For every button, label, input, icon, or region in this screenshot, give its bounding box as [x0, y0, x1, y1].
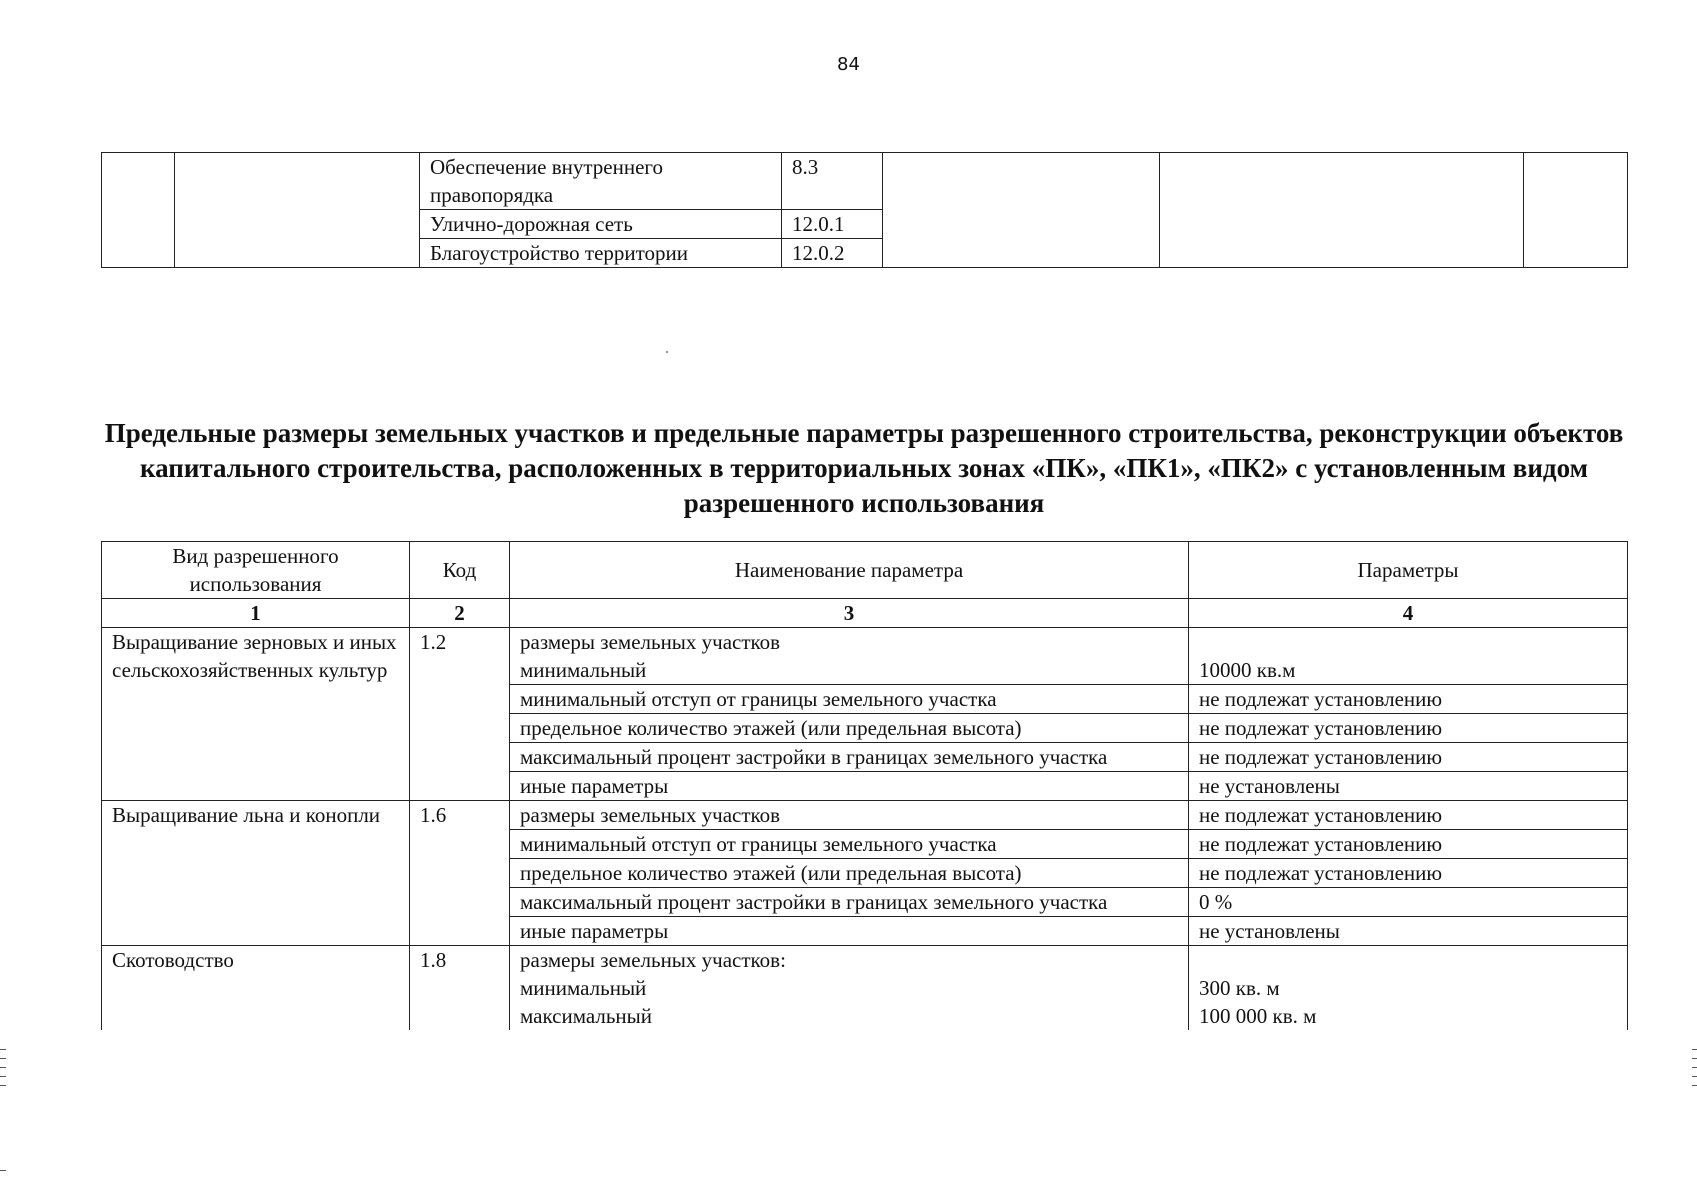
scan-edge-mark	[1692, 1049, 1697, 1050]
scan-edge-mark	[0, 1085, 6, 1086]
parameter-value-cell: не установлены	[1189, 917, 1628, 946]
column-header: Параметры	[1189, 542, 1628, 599]
parameter-name-cell: иные параметры	[510, 772, 1189, 801]
column-header: Код	[410, 542, 510, 599]
column-number-row	[102, 599, 1628, 628]
use-type-cell: Благоустройство территории	[420, 239, 782, 268]
parameter-value-cell: 300 кв. м 100 000 кв. м	[1189, 946, 1628, 1031]
column-number: 4	[1189, 599, 1628, 628]
table-row	[102, 946, 1628, 1031]
column-number: 1	[102, 599, 410, 628]
scan-edge-mark	[1692, 1085, 1697, 1086]
parameter-value-cell: не установлены	[1189, 772, 1628, 801]
parameter-name-cell: размеры земельных участков: минимальный максимальный	[510, 946, 1189, 1031]
parameter-value-cell: не подлежат установлению	[1189, 859, 1628, 888]
parameter-name-cell: размеры земельных участков	[510, 801, 1189, 830]
code-cell: 1.2	[410, 628, 510, 801]
scan-edge-mark	[0, 1058, 6, 1059]
column-header: Наименование параметра	[510, 542, 1189, 599]
code-cell: 8.3	[782, 153, 883, 210]
use-type-cell: Выращивание зерновых и иных сельскохозяйственных культур	[102, 628, 410, 801]
page-number: 84	[837, 54, 860, 75]
column-header: Вид разрешенного использования	[102, 542, 410, 599]
column-number: 3	[510, 599, 1189, 628]
parameter-value-cell: не подлежат установлению	[1189, 743, 1628, 772]
table-row	[102, 801, 1628, 830]
scan-edge-mark	[0, 1170, 6, 1171]
parameter-name-cell: максимальный процент застройки в границах земельного участка	[510, 743, 1189, 772]
code-cell: 1.8	[410, 946, 510, 1031]
parameter-name-cell: предельное количество этажей (или предельная высота)	[510, 859, 1189, 888]
parameter-value-cell: не подлежат установлению	[1189, 714, 1628, 743]
parameter-value-cell: не подлежат установлению	[1189, 830, 1628, 859]
code-cell: 12.0.1	[782, 210, 883, 239]
parameter-name-cell: размеры земельных участков минимальный	[510, 628, 1189, 685]
scan-edge-mark	[0, 1067, 6, 1068]
code-cell: 1.6	[410, 801, 510, 946]
header-row	[102, 542, 1628, 599]
code-cell: 12.0.2	[782, 239, 883, 268]
parameter-name-cell: предельное количество этажей (или предельная высота)	[510, 714, 1189, 743]
scan-edge-mark	[1692, 1058, 1697, 1059]
empty-cell	[1160, 153, 1524, 268]
empty-cell	[102, 153, 175, 268]
scan-speck	[666, 351, 668, 353]
column-number: 2	[410, 599, 510, 628]
scan-edge-mark	[1692, 1076, 1697, 1077]
use-type-cell: Скотоводство	[102, 946, 410, 1031]
parameter-value-cell: 0 %	[1189, 888, 1628, 917]
parameter-name-cell: минимальный отступ от границы земельного участка	[510, 685, 1189, 714]
scan-edge-mark	[0, 1076, 6, 1077]
table-row	[102, 153, 1628, 210]
empty-cell	[883, 153, 1160, 268]
parameters-table	[101, 541, 1628, 1030]
parameter-name-cell: максимальный процент застройки в границах земельного участка	[510, 888, 1189, 917]
empty-cell	[1524, 153, 1628, 268]
continuation-table	[101, 152, 1628, 268]
section-heading: Предельные размеры земельных участков и предельные параметры разрешенного строительства, реконструкции объектов капитального строительства, расположенных в территориальных зонах «ПК», «ПК1», «ПК2» с установленным видом разрешенного использования	[104, 418, 1624, 518]
use-type-cell: Обеспечение внутреннего правопорядка	[420, 153, 782, 210]
parameter-value-cell: не подлежат установлению	[1189, 801, 1628, 830]
scan-edge-mark	[0, 1049, 6, 1050]
use-type-cell: Улично-дорожная сеть	[420, 210, 782, 239]
empty-cell	[175, 153, 420, 268]
table-row	[102, 628, 1628, 685]
use-type-cell: Выращивание льна и конопли	[102, 801, 410, 946]
parameter-value-cell: 10000 кв.м	[1189, 628, 1628, 685]
parameter-name-cell: минимальный отступ от границы земельного участка	[510, 830, 1189, 859]
parameter-name-cell: иные параметры	[510, 917, 1189, 946]
parameter-value-cell: не подлежат установлению	[1189, 685, 1628, 714]
scan-edge-mark	[1692, 1067, 1697, 1068]
